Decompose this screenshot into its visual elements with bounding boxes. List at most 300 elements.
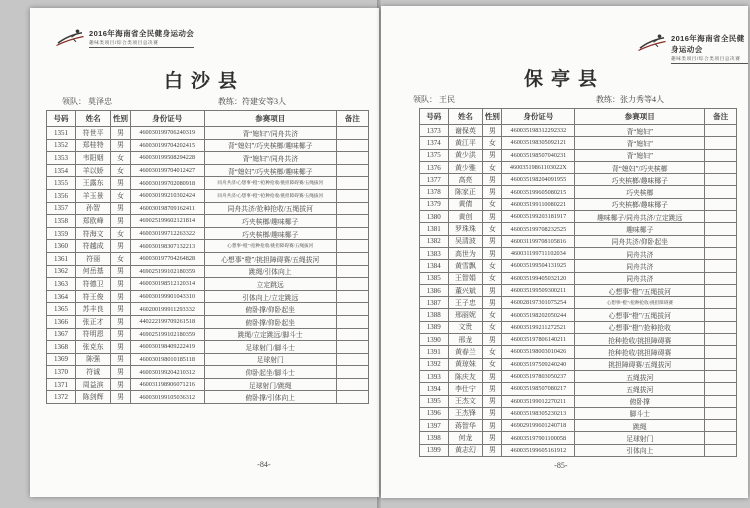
- row-id-number: 460030198512120314: [130, 278, 204, 291]
- row-gender: 男: [111, 177, 130, 190]
- row-number: 1383: [420, 247, 449, 259]
- row-gender: 女: [483, 198, 502, 210]
- row-id-number: 46003519861103022X: [502, 161, 575, 173]
- table-row: [420, 125, 737, 137]
- row-id-number: 460035199509300211: [502, 284, 575, 296]
- row-number: 1351: [47, 127, 76, 140]
- team-coach: 教练：符建安等3人: [218, 97, 286, 106]
- row-remark: [336, 127, 368, 140]
- row-id-number: 460030198010185118: [130, 353, 204, 366]
- table-row: [47, 152, 369, 165]
- row-number: 1398: [420, 432, 449, 444]
- row-remark: [336, 278, 368, 291]
- row-id-number: 460200199911293332: [130, 303, 204, 316]
- row-gender: 男: [111, 353, 130, 366]
- row-name: 黄雪飘: [448, 260, 483, 272]
- table-row: [47, 366, 369, 379]
- row-gender: 男: [483, 395, 502, 407]
- row-number: 1381: [420, 223, 449, 235]
- row-events: 俯卧撑: [575, 395, 705, 407]
- row-events: 同舟共济: [575, 247, 705, 259]
- row-number: 1353: [47, 152, 76, 165]
- row-name: 郑欧峰: [75, 215, 110, 228]
- row-id-number: 460035198507080217: [502, 383, 575, 395]
- row-number: 1364: [47, 290, 76, 303]
- row-remark: [705, 174, 737, 186]
- row-gender: 男: [483, 297, 502, 309]
- row-name: 李仕宁: [448, 383, 483, 395]
- table-row: [420, 260, 737, 272]
- row-gender: 女: [111, 227, 130, 240]
- row-gender: 女: [483, 272, 502, 284]
- row-name: 谢保英: [448, 125, 483, 137]
- table-row: [47, 202, 369, 215]
- row-remark: [336, 366, 368, 379]
- row-events: 背“媳妇”/同舟共济: [204, 127, 336, 140]
- roster-table-header: [420, 109, 737, 125]
- team-leader: 领队： 莫泽忠: [62, 97, 112, 106]
- table-row: [420, 272, 737, 284]
- table-row: [47, 265, 369, 278]
- row-remark: [705, 161, 737, 173]
- row-gender: 男: [111, 315, 130, 328]
- row-events: 同舟共济: [575, 260, 705, 272]
- row-id-number: 460030199901043310: [130, 290, 204, 303]
- row-events: 五绳拔河: [575, 370, 705, 382]
- row-number: 1374: [420, 137, 449, 149]
- row-id-number: 460035199708232525: [502, 223, 575, 235]
- row-number: 1375: [420, 149, 449, 161]
- row-remark: [336, 227, 368, 240]
- row-remark: [705, 149, 737, 161]
- row-id-number: 460031199708105816: [502, 235, 575, 247]
- row-remark: [336, 152, 368, 165]
- row-name: 邢丽妮: [448, 309, 483, 321]
- row-remark: [336, 265, 368, 278]
- row-name: 黄琼妹: [448, 358, 483, 370]
- row-events: 心想事“橙”/抢种抢收: [575, 321, 705, 333]
- row-remark: [705, 407, 737, 419]
- table-row: [420, 370, 737, 382]
- row-events: 足球射门/脚斗士: [204, 341, 336, 354]
- row-number: 1372: [47, 391, 76, 404]
- row-id-number: 460035198507040231: [502, 149, 575, 161]
- row-gender: 女: [483, 321, 502, 333]
- county-title: 白沙县: [163, 71, 245, 92]
- row-remark: [336, 189, 368, 202]
- row-remark: [705, 395, 737, 407]
- row-remark: [336, 391, 368, 404]
- row-gender: 男: [483, 432, 502, 444]
- row-gender: 女: [111, 189, 130, 202]
- row-id-number: 460035199110080221: [502, 198, 575, 210]
- row-gender: 男: [483, 149, 502, 161]
- event-subtitle: 趣味类项目/综合类项目总决赛: [671, 56, 748, 64]
- row-remark: [336, 252, 368, 265]
- row-events: 俯卧撑/引体向上: [204, 391, 336, 404]
- row-gender: 男: [111, 202, 130, 215]
- row-number: 1386: [420, 284, 449, 296]
- table-row: [47, 177, 369, 190]
- table-row: [47, 164, 369, 177]
- row-id-number: 460030198307132213: [130, 240, 204, 253]
- row-events: 五绳拔河: [575, 383, 705, 395]
- column-header: 参赛项目: [204, 111, 336, 127]
- row-gender: 男: [111, 391, 130, 404]
- row-id-number: 460030199210302424: [130, 189, 204, 202]
- event-logo: [637, 33, 748, 64]
- row-name: 韦阳姻: [75, 152, 110, 165]
- row-id-number: 460035199203181917: [502, 211, 575, 223]
- row-events: 同舟共济/心想事“橙”/抢种抢收/挑担障碍赛/五绳拔河: [204, 189, 336, 202]
- row-events: 心想事“橙”/挑担障碍赛/五绳拔河: [204, 252, 336, 265]
- row-events: 挑担障碍赛/五绳拔河: [575, 358, 705, 370]
- table-row: [47, 378, 369, 391]
- table-row: [420, 334, 737, 346]
- row-name: 邢龙: [448, 334, 483, 346]
- table-row: [420, 395, 737, 407]
- row-number: 1352: [47, 139, 76, 152]
- row-id-number: 460031198906071216: [130, 378, 204, 391]
- row-name: 周益滨: [75, 378, 110, 391]
- row-id-number: 460035197803050237: [502, 370, 575, 382]
- row-gender: 男: [483, 420, 502, 432]
- row-id-number: 460030199704012427: [130, 164, 204, 177]
- row-id-number: 440222199709261518: [130, 315, 204, 328]
- row-number: 1356: [47, 189, 76, 202]
- row-events: 趣味椰子/同舟共济/立定跳远: [575, 211, 705, 223]
- row-id-number: 460035198305230213: [502, 407, 575, 419]
- row-gender: 男: [111, 240, 130, 253]
- row-remark: [336, 315, 368, 328]
- row-name: 黄少洪: [448, 149, 483, 161]
- row-remark: [705, 211, 737, 223]
- row-events: 趣味椰子: [575, 223, 705, 235]
- table-row: [420, 174, 737, 186]
- team-coach: 教练：张力秀等4人: [596, 95, 664, 104]
- row-name: 陈剑辉: [75, 391, 110, 404]
- row-remark: [705, 346, 737, 358]
- table-row: [47, 290, 369, 303]
- row-events: 背“媳妇”: [575, 149, 705, 161]
- column-header: 身份证号: [130, 111, 204, 127]
- row-name: 符世平: [75, 127, 110, 140]
- row-gender: 男: [483, 186, 502, 198]
- table-row: [420, 358, 737, 370]
- row-id-number: 460035199504131925: [502, 260, 575, 272]
- row-remark: [705, 247, 737, 259]
- row-gender: 女: [111, 164, 130, 177]
- row-remark: [705, 297, 737, 309]
- row-number: 1354: [47, 164, 76, 177]
- row-remark: [705, 125, 737, 137]
- table-row: [47, 227, 369, 240]
- row-id-number: 460030199204210312: [130, 366, 204, 379]
- column-header: 号码: [47, 111, 76, 127]
- row-number: 1368: [47, 341, 76, 354]
- row-events: 背“媳妇”/巧夹槟榔/趣味椰子: [204, 139, 336, 152]
- row-remark: [705, 420, 737, 432]
- row-number: 1384: [420, 260, 449, 272]
- row-number: 1385: [420, 272, 449, 284]
- row-number: 1382: [420, 235, 449, 247]
- table-row: [420, 149, 737, 161]
- team-leader: 领队： 王民: [413, 95, 455, 104]
- row-name: 王露东: [75, 177, 110, 190]
- row-id-number: 460035197901100058: [502, 432, 575, 444]
- row-events: 背“媳妇”: [575, 125, 705, 137]
- row-id-number: 460030198409222419: [130, 341, 204, 354]
- row-id-number: 460030199712263322: [130, 227, 204, 240]
- row-gender: 男: [111, 366, 130, 379]
- row-id-number: 460035199012270211: [502, 395, 575, 407]
- row-number: 1380: [420, 211, 449, 223]
- row-remark: [336, 290, 368, 303]
- row-name: 符诚: [75, 366, 110, 379]
- row-number: 1378: [420, 186, 449, 198]
- row-number: 1358: [47, 215, 76, 228]
- row-events: 引体向上: [575, 444, 705, 456]
- table-row: [47, 303, 369, 316]
- row-events: 立定跳远: [204, 278, 336, 291]
- row-events: 巧夹槟榔/趣味椰子: [204, 227, 336, 240]
- row-gender: 男: [483, 125, 502, 137]
- county-title: 保亭县: [523, 69, 605, 90]
- athlete-swoosh-icon: [55, 28, 85, 48]
- row-gender: 男: [111, 139, 130, 152]
- event-title: 2016年海南省全民健身运动会: [671, 34, 745, 54]
- row-number: 1371: [47, 378, 76, 391]
- column-header: 身份证号: [502, 109, 575, 125]
- row-id-number: 469025199602121814: [130, 215, 204, 228]
- row-remark: [705, 383, 737, 395]
- row-remark: [336, 177, 368, 190]
- row-number: 1355: [47, 177, 76, 190]
- column-header: 号码: [420, 109, 449, 125]
- table-row: [420, 420, 737, 432]
- row-number: 1359: [47, 227, 76, 240]
- row-events: 仰卧起坐/脚斗士: [204, 366, 336, 379]
- row-gender: 男: [111, 265, 130, 278]
- row-remark: [705, 235, 737, 247]
- table-row: [420, 321, 737, 333]
- scanned-page-right: [381, 6, 748, 498]
- row-name: 董兴斌: [448, 284, 483, 296]
- row-number: 1363: [47, 278, 76, 291]
- row-name: 张正才: [75, 315, 110, 328]
- row-number: 1393: [420, 370, 449, 382]
- row-number: 1392: [420, 358, 449, 370]
- row-id-number: 460030199702080918: [130, 177, 204, 190]
- column-header: 备注: [705, 109, 737, 125]
- row-name: 郑桂特: [75, 139, 110, 152]
- row-gender: 男: [483, 407, 502, 419]
- row-gender: 男: [111, 215, 130, 228]
- table-row: [47, 315, 369, 328]
- row-id-number: 460035197806140211: [502, 334, 575, 346]
- row-number: 1379: [420, 198, 449, 210]
- row-remark: [336, 353, 368, 366]
- row-gender: 女: [483, 358, 502, 370]
- row-id-number: 460030199704202415: [130, 139, 204, 152]
- column-header: 参赛项目: [575, 109, 705, 125]
- row-remark: [705, 321, 737, 333]
- row-gender: 男: [111, 341, 130, 354]
- row-events: 背“媳妇”/巧夹槟榔/趣味椰子: [204, 164, 336, 177]
- row-id-number: 460035198003010426: [502, 346, 575, 358]
- table-row: [420, 432, 737, 444]
- row-name: 符丽: [75, 252, 110, 265]
- row-remark: [705, 284, 737, 296]
- row-name: 蒋智华: [448, 420, 483, 432]
- row-events: 巧夹槟榔: [575, 186, 705, 198]
- table-row: [420, 211, 737, 223]
- column-header: 备注: [336, 111, 368, 127]
- table-row: [47, 189, 369, 202]
- row-gender: 男: [483, 370, 502, 382]
- table-row: [420, 284, 737, 296]
- scanned-page-left: [30, 8, 379, 497]
- row-name: 王杰锋: [448, 407, 483, 419]
- roster-table: [419, 108, 737, 457]
- row-id-number: 460030198709162411: [130, 202, 204, 215]
- row-gender: 女: [483, 309, 502, 321]
- row-remark: [705, 358, 737, 370]
- table-row: [47, 139, 369, 152]
- row-events: 俯卧撑/仰卧起坐: [204, 303, 336, 316]
- row-remark: [336, 139, 368, 152]
- row-gender: 男: [111, 290, 130, 303]
- row-gender: 男: [111, 278, 130, 291]
- row-name: 黄志幻: [448, 444, 483, 456]
- row-id-number: 460035199211272521: [502, 321, 575, 333]
- row-name: 黄创: [448, 211, 483, 223]
- row-events: 同舟共济: [575, 272, 705, 284]
- row-gender: 女: [483, 137, 502, 149]
- table-row: [47, 127, 369, 140]
- athlete-swoosh-icon: [637, 33, 667, 53]
- row-number: 1394: [420, 383, 449, 395]
- row-id-number: 460035199605080215: [502, 186, 575, 198]
- column-header: 姓名: [75, 111, 110, 127]
- row-remark: [705, 334, 737, 346]
- row-id-number: 460035199605161912: [502, 444, 575, 456]
- row-events: 跳绳/引体向上: [204, 265, 336, 278]
- row-events: 背“媳妇”/巧夹槟榔: [575, 161, 705, 173]
- row-remark: [705, 309, 737, 321]
- table-row: [420, 444, 737, 456]
- row-number: 1397: [420, 420, 449, 432]
- row-remark: [336, 378, 368, 391]
- row-events: 引体向上/立定跳远: [204, 290, 336, 303]
- row-events: 脚斗士: [575, 407, 705, 419]
- row-name: 符越成: [75, 240, 110, 253]
- table-row: [420, 297, 737, 309]
- row-name: 高亮: [448, 174, 483, 186]
- row-number: 1367: [47, 328, 76, 341]
- row-events: 跳绳: [575, 420, 705, 432]
- row-name: 陈强: [75, 353, 110, 366]
- row-events: 抢种抢收/挑担障碍赛: [575, 334, 705, 346]
- row-remark: [336, 164, 368, 177]
- row-name: 孙智: [75, 202, 110, 215]
- row-id-number: 460035198204091955: [502, 174, 575, 186]
- row-number: 1362: [47, 265, 76, 278]
- row-gender: 男: [111, 328, 130, 341]
- row-remark: [705, 432, 737, 444]
- row-gender: 男: [483, 174, 502, 186]
- event-title: 2016年海南省全民健身运动会: [89, 29, 195, 38]
- row-name: 符明恩: [75, 328, 110, 341]
- row-number: 1377: [420, 174, 449, 186]
- row-remark: [336, 202, 368, 215]
- row-number: 1370: [47, 366, 76, 379]
- row-name: 陈庆友: [448, 370, 483, 382]
- roster-table: [46, 110, 369, 404]
- row-name: 文贵: [448, 321, 483, 333]
- row-remark: [705, 444, 737, 456]
- page-number: -85-: [554, 461, 568, 470]
- row-number: 1373: [420, 125, 449, 137]
- row-remark: [705, 260, 737, 272]
- table-row: [420, 383, 737, 395]
- table-row: [420, 235, 737, 247]
- row-id-number: 460035198305092121: [502, 137, 575, 149]
- row-events: 巧夹槟榔/趣味椰子: [204, 215, 336, 228]
- column-header: 性别: [483, 109, 502, 125]
- row-number: 1395: [420, 395, 449, 407]
- row-remark: [705, 370, 737, 382]
- row-number: 1376: [420, 161, 449, 173]
- row-events: 同舟共济/抢种抢收/五绳拔河: [204, 202, 336, 215]
- row-number: 1369: [47, 353, 76, 366]
- row-remark: [336, 240, 368, 253]
- row-number: 1361: [47, 252, 76, 265]
- row-name: 羊以娇: [75, 164, 110, 177]
- row-remark: [705, 198, 737, 210]
- row-events: 同舟共济/仰卧起坐: [575, 235, 705, 247]
- row-id-number: 460031199711102034: [502, 247, 575, 259]
- table-row: [47, 328, 369, 341]
- row-remark: [705, 186, 737, 198]
- row-gender: 男: [111, 303, 130, 316]
- row-events: 心想事“橙”/五绳拔河: [575, 284, 705, 296]
- row-name: 王子忠: [448, 297, 483, 309]
- row-number: 1365: [47, 303, 76, 316]
- roster-table-header: [47, 111, 369, 127]
- table-row: [47, 252, 369, 265]
- row-events: 足球射门/跳绳: [204, 378, 336, 391]
- row-gender: 女: [111, 152, 130, 165]
- row-name: 何龙: [448, 432, 483, 444]
- row-events: 心想事“橙”/五绳拔河: [575, 309, 705, 321]
- row-remark: [705, 223, 737, 235]
- row-gender: 女: [483, 260, 502, 272]
- row-gender: 女: [111, 252, 130, 265]
- row-name: 吴清波: [448, 235, 483, 247]
- table-row: [47, 353, 369, 366]
- row-number: 1366: [47, 315, 76, 328]
- row-name: 黄倩: [448, 198, 483, 210]
- row-name: 何岳基: [75, 265, 110, 278]
- row-name: 符德卫: [75, 278, 110, 291]
- row-id-number: 460035199405032120: [502, 272, 575, 284]
- row-id-number: 460028197301075254: [502, 297, 575, 309]
- row-name: 罗珠珠: [448, 223, 483, 235]
- table-row: [420, 407, 737, 419]
- row-id-number: 460030197704264828: [130, 252, 204, 265]
- table-row: [47, 240, 369, 253]
